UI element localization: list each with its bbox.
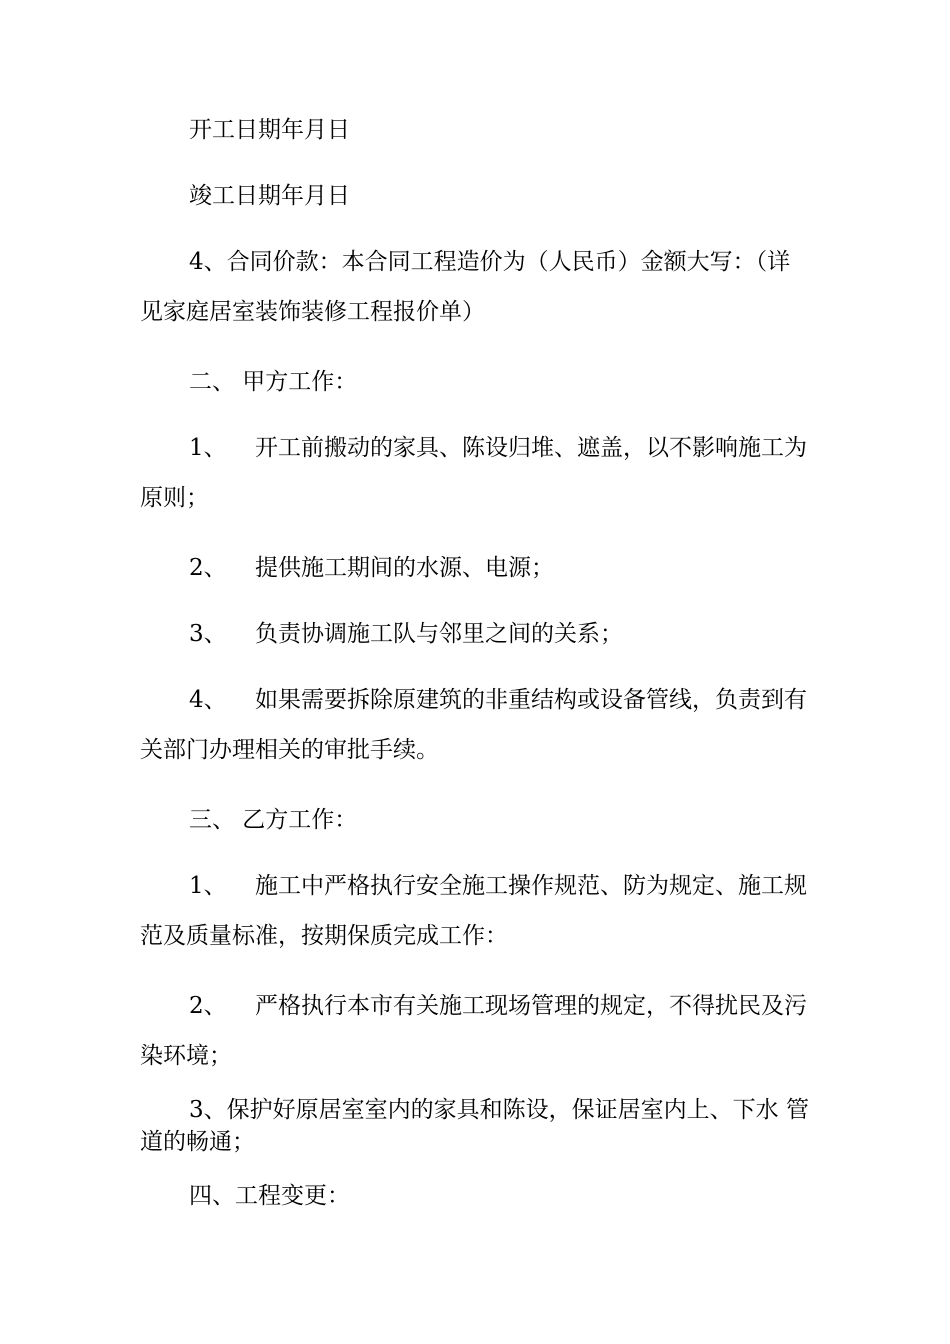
section2-item-3-text: 负责协调施工队与邻里之间的关系；: [255, 621, 623, 647]
section3-item-2-number: 2、: [189, 993, 227, 1019]
section3-title: 三、 乙方工作：: [189, 807, 358, 833]
section3-item-1-continuation: 范及质量标准，按期保质完成工作：: [140, 923, 508, 949]
start-date-line: 开工日期年月日: [189, 117, 350, 143]
contract-price-line-1: 4、合同价款：本合同工程造价为（人民币）金额大写：（详: [189, 249, 791, 275]
section3-item-1-number: 1、: [189, 873, 227, 899]
section2-item-2-text: 提供施工期间的水源、电源；: [255, 555, 554, 581]
section3-item-3: 3、保护好原居室室内的家具和陈设，保证居室内上、下水 管: [189, 1097, 809, 1123]
section2-item-2-number: 2、: [189, 555, 227, 581]
section3-item-2-text: 严格执行本市有关施工现场管理的规定，不得扰民及污: [255, 993, 807, 1019]
section2-item-2: [189, 552, 554, 585]
section3-item-2-continuation: 染环境；: [140, 1043, 232, 1069]
section2-item-1-continuation: 原则；: [140, 485, 209, 511]
end-date-line: 竣工日期年月日: [189, 183, 350, 209]
section2-item-4: [189, 684, 807, 717]
section2-item-3-number: 3、: [189, 621, 227, 647]
section2-item-4-continuation: 关部门办理相关的审批手续。: [140, 737, 439, 763]
section2-item-1: [189, 432, 807, 465]
section3-item-1-text: 施工中严格执行安全施工操作规范、防为规定、施工规: [255, 873, 807, 899]
section3-item-3-continuation: 道的畅通；: [140, 1129, 255, 1155]
section2-item-3: [189, 618, 623, 651]
section2-title: 二、 甲方工作：: [189, 369, 358, 395]
section2-item-4-text: 如果需要拆除原建筑的非重结构或设备管线，负责到有: [255, 687, 807, 713]
section4-title: 四、工程变更：: [189, 1183, 350, 1209]
section3-item-2: [189, 990, 807, 1023]
section3-item-1: [189, 870, 807, 903]
section2-item-4-number: 4、: [189, 687, 227, 713]
section2-item-1-text: 开工前搬动的家具、陈设归堆、遮盖，以不影响施工为: [255, 435, 807, 461]
contract-price-line-2: 见家庭居室装饰装修工程报价单）: [140, 299, 485, 325]
section2-item-1-number: 1、: [189, 435, 227, 461]
